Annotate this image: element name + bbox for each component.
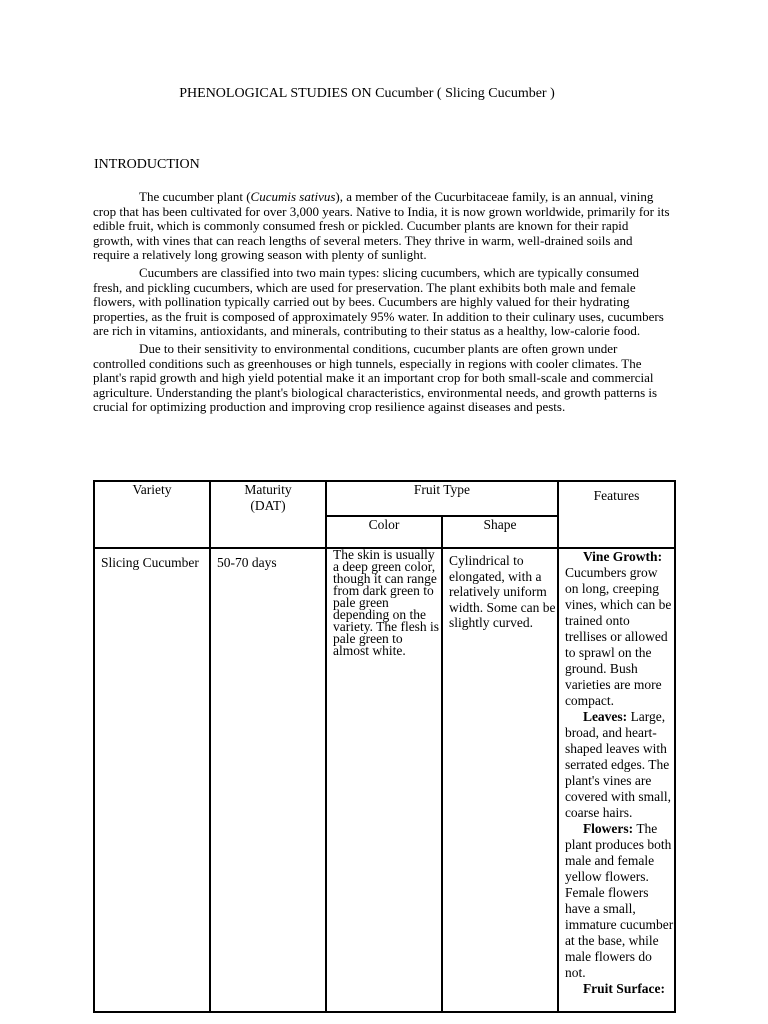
feature-label: Fruit Surface: [582, 981, 666, 996]
table-row [94, 548, 675, 1012]
feature-text: Cucumbers grow on long, creeping vines, which can be trained onto trellises or allowed to sprawl on the ground. Bush varieties are more compact. [564, 565, 672, 708]
header-shape: Shape [442, 516, 558, 548]
intro-paragraph-3: Due to their sensitivity to environmental conditions, cucumber plants are often grown under controlled conditions such as greenhouses or high tunnels, especially in regions with cooler climates. The plant's rapid growth and high yield potential make it an important crop for both small-scale and commercial agriculture. Understanding the plant's biological characteristics, environmental needs, and growth patterns is crucial for optimizing production and improving crop resilience against diseases and pests. [93, 340, 658, 415]
feature-label: Leaves: [582, 709, 628, 724]
table-header-row [94, 481, 675, 516]
phenology-table [93, 480, 676, 1013]
feature-label: Flowers: [582, 821, 634, 836]
intro-p1-after: ), a member of the Cucurbitaceae family, is an annual, vining crop that has been cultivated for over 3,000 years. Native to India, it is now grown worldwide, primarily for its edible fruit, which is commonly consumed fresh or pickled. Cucumber plants are known for their rapid growth, with vines that can reach lengths of several meters. They thrive in warm, well-drained soils and require a relatively long growing season with plenty of sunlight. [93, 189, 670, 263]
header-fruit-type: Fruit Type [326, 481, 558, 516]
cell-variety: Slicing Cucumber [94, 548, 210, 1012]
header-features [558, 481, 675, 548]
section-heading-introduction: INTRODUCTION [94, 157, 200, 172]
document-title: PHENOLOGICAL STUDIES ON Cucumber ( Slicing Cucumber ) [179, 86, 555, 101]
cell-features [558, 548, 675, 1012]
header-features-label: Features [593, 488, 640, 503]
feature-text: Large, broad, and heart-shaped leaves with serrated edges. The plant's vines are covered with small, coarse hairs. [564, 709, 672, 820]
header-variety: Variety [94, 481, 210, 548]
feature-leaves [565, 709, 674, 821]
introduction-text [93, 190, 671, 418]
header-maturity-label: Maturity [244, 482, 292, 497]
intro-p1-before: The cucumber plant ( [139, 189, 251, 204]
header-color: Color [326, 516, 442, 548]
cell-color: The skin is usually a deep green color, though it can range from dark green to pale green depending on the variety. The flesh is pale green to almost white. [326, 548, 442, 1012]
species-name: Cucumis sativus [250, 189, 336, 204]
cell-shape: Cylindrical to elongated, with a relatively uniform width. Some can be slightly curved. [442, 548, 558, 1012]
header-maturity-unit: (DAT) [250, 498, 286, 513]
feature-text: The plant produces both male and female yellow flowers. Female flowers have a small, immature cucumber at the base, while male flowers do not. [564, 821, 674, 980]
cell-maturity: 50-70 days [210, 548, 326, 1012]
header-maturity [210, 481, 326, 548]
feature-flowers [565, 821, 674, 981]
feature-vine-growth [565, 549, 674, 709]
intro-paragraph-2: Cucumbers are classified into two main types: slicing cucumbers, which are typically consumed fresh, and pickling cucumbers, which are used for preservation. The plant exhibits both male and female flowers, with pollination typically carried out by bees. Cucumbers are highly valued for their hydrating properties, as the fruit is composed of approximately 95% water. In addition to their culinary uses, cucumbers are rich in vitamins, antioxidants, and minerals, contributing to their status as a healthy, low-calorie food. [93, 264, 664, 339]
feature-fruit-surface [565, 981, 674, 997]
feature-label: Vine Growth: [582, 549, 663, 564]
intro-paragraph-1 [93, 190, 671, 263]
